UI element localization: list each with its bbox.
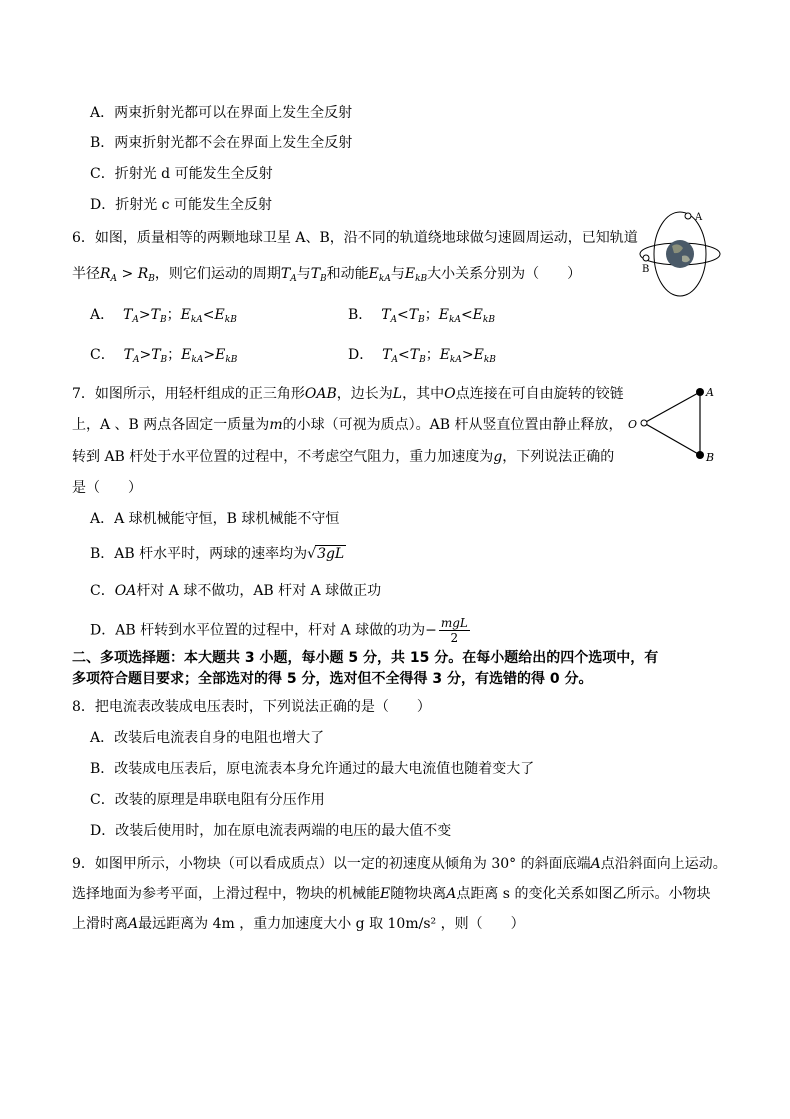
ball-b-icon — [696, 451, 704, 459]
q6-option-c: C． $T_A>T_B$；$E_{kA}>E_{kB}$ — [90, 347, 238, 365]
q8-option-a: A．改装后电流表自身的电阻也增大了 — [90, 730, 325, 746]
satellite-a-icon — [685, 213, 691, 219]
q8-option-b: B．改装成电压表后，原电流表本身允许通过的最大电流值也随着变大了 — [90, 761, 535, 777]
q7-option-c: C．OA杆对 A 球不做功，AB 杆对 A 球做正功 — [90, 583, 382, 599]
point-b-label: B — [706, 451, 715, 464]
ball-a-icon — [696, 388, 704, 396]
q6-option-d: D． $T_A<T_B$；$E_{kA}>E_{kB}$ — [348, 347, 496, 365]
q9-stem-line2: 选择地面为参考平面，上滑过程中，物块的机械能E随物块离A点距离 s 的变化关系如图乙所示。小物块 — [72, 886, 711, 902]
q6-stem-line2: 半径$R_A > R_B$，则它们运动的周期$T_A$与$T_B$和动能$E_{kA}$与$E_{kB}$大小关系分别为（ ） — [72, 266, 582, 284]
q8-option-d: D．改装后使用时，加在原电流表两端的电压的最大值不变 — [90, 823, 452, 839]
satellite-b-label: B — [642, 264, 650, 275]
satellite-a-label: A — [695, 212, 703, 223]
q5-option-a: A．两束折射光都可以在界面上发生全反射 — [90, 105, 353, 121]
q5-option-b: B．两束折射光都不会在界面上发生全反射 — [90, 135, 353, 151]
hinge-o-icon — [641, 420, 647, 426]
q8-stem: 8．把电流表改装成电压表时，下列说法正确的是（ ） — [72, 699, 431, 715]
q5-option-d: D．折射光 c 可能发生全反射 — [90, 197, 272, 213]
q7-option-a: A．A 球机械能守恒，B 球机械能不守恒 — [90, 511, 340, 527]
q7-option-b: B．AB 杆水平时，两球的速率均为√3gL — [90, 546, 345, 562]
q7-option-d: D．AB 杆转到水平位置的过程中，杆对 A 球做的功为− $\frac{\text{mgL}}{2}$ — [90, 616, 468, 645]
section2-header-line1: 二、多项选择题：本大题共 3 小题，每小题 5 分，共 15 分。在每小题给出的四个选项中，有 — [72, 650, 659, 666]
q6-option-a: A． $T_A>T_B$；$E_{kA}<E_{kB}$ — [90, 307, 237, 325]
earth-icon — [666, 240, 694, 268]
q7-stem-line2: 上，A 、B 两点各固定一质量为m的小球（可视为质点）。AB 杆从竖直位置由静止释放， — [72, 417, 623, 433]
q6-option-b: B． $T_A<T_B$；$E_{kA}<E_{kB}$ — [348, 307, 495, 325]
q7-stem-line3: 转到 AB 杆处于水平位置的过程中，不考虑空气阻力，重力加速度为g，下列说法正确的 — [72, 449, 615, 465]
q7-stem-line4: 是（ ） — [72, 480, 142, 496]
section2-header-line2: 多项符合题目要求；全部选对的得 5 分，选对但不全得得 3 分，有选错的得 0 分。 — [72, 671, 593, 687]
point-o-label: O — [628, 418, 638, 431]
satellite-orbit-figure — [636, 206, 726, 302]
q9-stem-line3: 上滑时离A最远距离为 4m ，重力加速度大小 g 取 10m/s² ，则（ ） — [72, 916, 525, 932]
q9-stem-line1: 9．如图甲所示，小物块（可以看成质点）以一定的初速度从倾角为 30° 的斜面底端A点沿斜面向上运动。 — [72, 856, 727, 872]
satellite-b-icon — [643, 255, 649, 261]
q7-stem-line1: 7．如图所示，用轻杆组成的正三角形OAB，边长为L，其中O点连接在可自由旋转的铰链 — [72, 386, 624, 402]
point-a-label: A — [706, 386, 714, 399]
q5-option-c: C．折射光 d 可能发生全反射 — [90, 166, 273, 182]
q8-option-c: C．改装的原理是串联电阻有分压作用 — [90, 792, 325, 808]
q6-stem-line1: 6．如图，质量相等的两颗地球卫星 A、B，沿不同的轨道绕地球做匀速圆周运动，已知轨道 — [72, 230, 638, 246]
triangle-oab-figure — [624, 383, 724, 469]
